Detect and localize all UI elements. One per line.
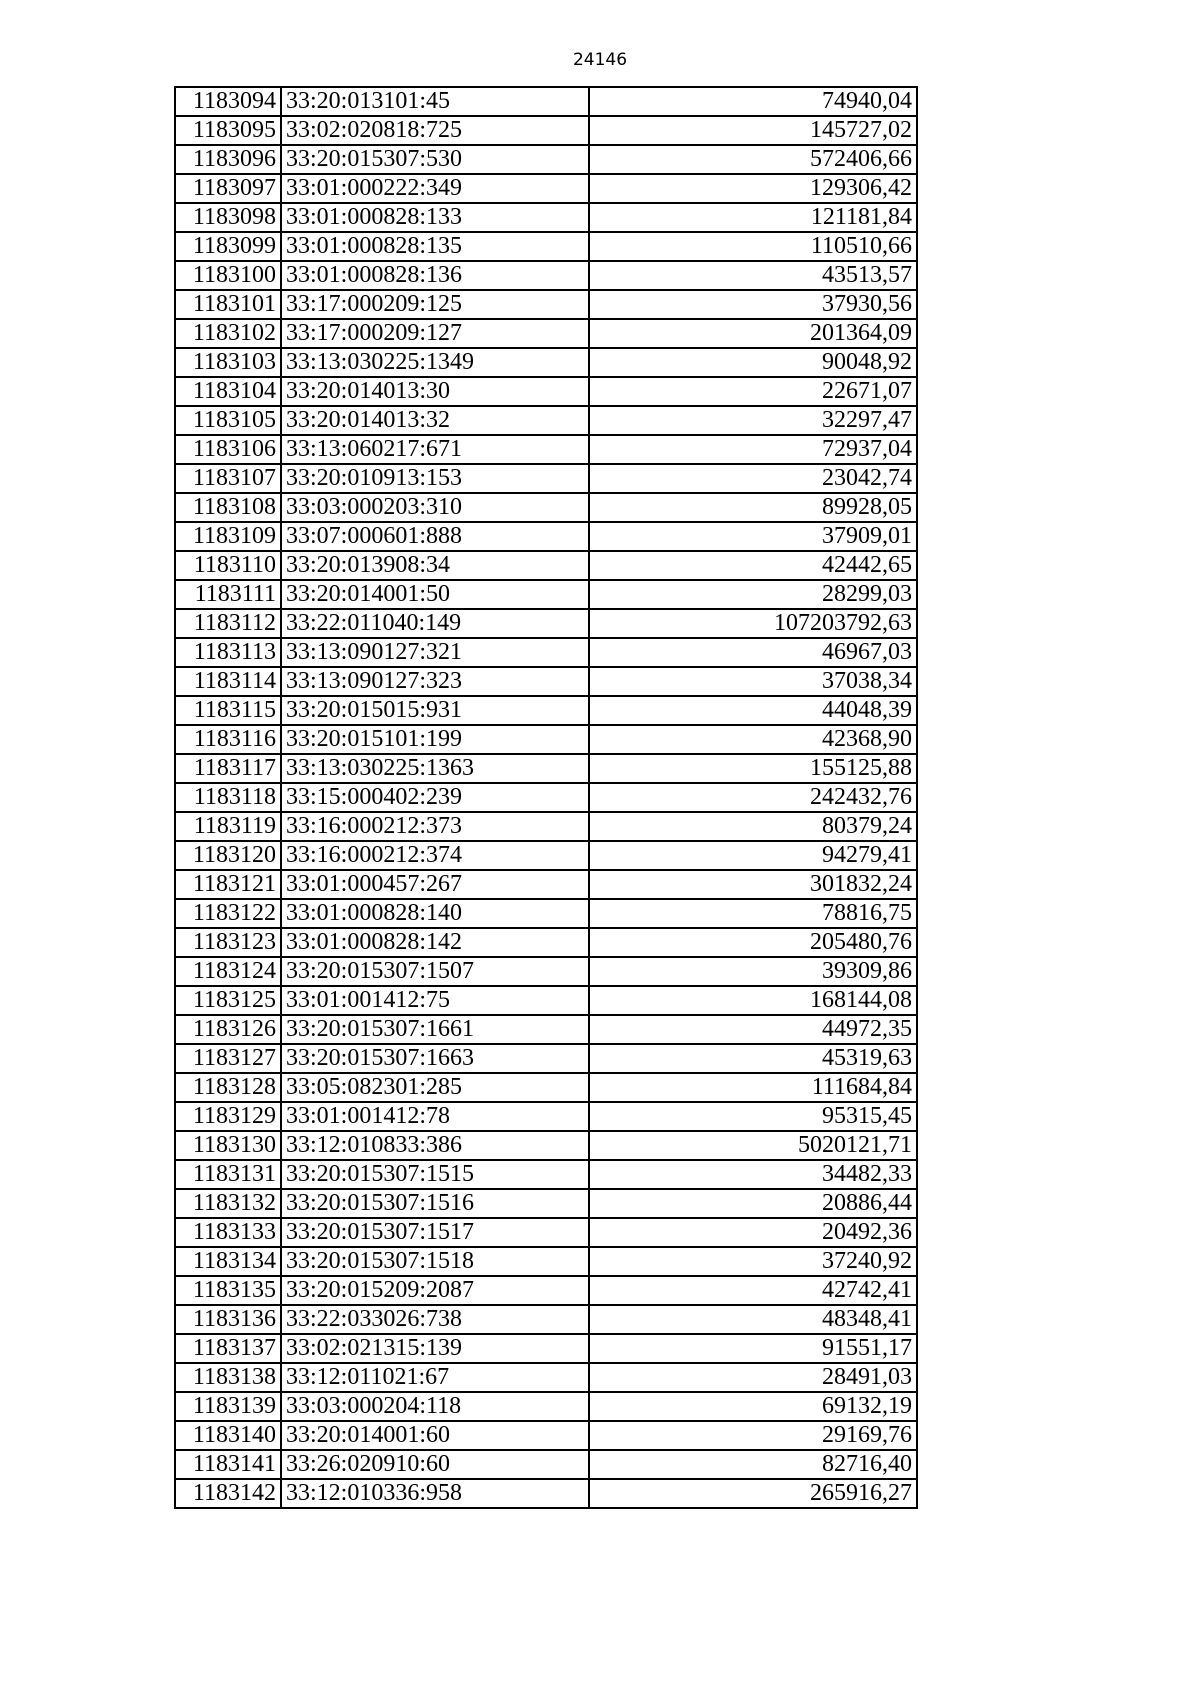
- cadastral-value-cell: 301832,24: [589, 870, 917, 899]
- table-row: [175, 696, 917, 725]
- cadastral-number-cell: 33:03:000203:310: [281, 493, 589, 522]
- table-row: [175, 812, 917, 841]
- cadastral-number-cell: 33:02:020818:725: [281, 116, 589, 145]
- cadastral-value-cell: 572406,66: [589, 145, 917, 174]
- row-id-cell: 1183131: [175, 1160, 281, 1189]
- cadastral-number-cell: 33:12:010833:386: [281, 1131, 589, 1160]
- row-id-cell: 1183116: [175, 725, 281, 754]
- table-row: [175, 754, 917, 783]
- row-id-cell: 1183141: [175, 1450, 281, 1479]
- cadastral-value-cell: 82716,40: [589, 1450, 917, 1479]
- table-row: [175, 1131, 917, 1160]
- table-row: [175, 957, 917, 986]
- cadastral-number-cell: 33:20:015307:1507: [281, 957, 589, 986]
- row-id-cell: 1183140: [175, 1421, 281, 1450]
- row-id-cell: 1183126: [175, 1015, 281, 1044]
- cadastral-value-cell: 90048,92: [589, 348, 917, 377]
- cadastral-value-cell: 48348,41: [589, 1305, 917, 1334]
- cadastral-value-cell: 29169,76: [589, 1421, 917, 1450]
- cadastral-number-cell: 33:20:015101:199: [281, 725, 589, 754]
- page-number: 24146: [572, 50, 628, 70]
- row-id-cell: 1183125: [175, 986, 281, 1015]
- cadastral-value-cell: 20492,36: [589, 1218, 917, 1247]
- cadastral-value-cell: 201364,09: [589, 319, 917, 348]
- cadastral-value-cell: 107203792,63: [589, 609, 917, 638]
- table-row: [175, 1160, 917, 1189]
- cadastral-value-cell: 42742,41: [589, 1276, 917, 1305]
- row-id-cell: 1183123: [175, 928, 281, 957]
- cadastral-number-cell: 33:16:000212:373: [281, 812, 589, 841]
- row-id-cell: 1183102: [175, 319, 281, 348]
- cadastral-number-cell: 33:01:000828:133: [281, 203, 589, 232]
- cadastral-number-cell: 33:13:030225:1349: [281, 348, 589, 377]
- cadastral-number-cell: 33:17:000209:127: [281, 319, 589, 348]
- row-id-cell: 1183098: [175, 203, 281, 232]
- table-row: [175, 435, 917, 464]
- row-id-cell: 1183137: [175, 1334, 281, 1363]
- cadastral-number-cell: 33:20:015307:1515: [281, 1160, 589, 1189]
- cadastral-number-cell: 33:12:011021:67: [281, 1363, 589, 1392]
- cadastral-value-cell: 91551,17: [589, 1334, 917, 1363]
- cadastral-number-cell: 33:12:010336:958: [281, 1479, 589, 1508]
- row-id-cell: 1183107: [175, 464, 281, 493]
- cadastral-number-cell: 33:20:015307:1516: [281, 1189, 589, 1218]
- table-row: [175, 406, 917, 435]
- row-id-cell: 1183129: [175, 1102, 281, 1131]
- cadastral-number-cell: 33:13:090127:321: [281, 638, 589, 667]
- cadastral-number-cell: 33:07:000601:888: [281, 522, 589, 551]
- cadastral-number-cell: 33:01:000828:142: [281, 928, 589, 957]
- cadastral-value-cell: 205480,76: [589, 928, 917, 957]
- cadastral-number-cell: 33:05:082301:285: [281, 1073, 589, 1102]
- cadastral-value-cell: 34482,33: [589, 1160, 917, 1189]
- cadastral-value-cell: 168144,08: [589, 986, 917, 1015]
- table-row: [175, 1247, 917, 1276]
- cadastral-number-cell: 33:20:015307:1661: [281, 1015, 589, 1044]
- cadastral-value-cell: 37909,01: [589, 522, 917, 551]
- cadastral-value-cell: 72937,04: [589, 435, 917, 464]
- cadastral-value-cell: 74940,04: [589, 87, 917, 116]
- table-row: [175, 841, 917, 870]
- table-body: [175, 87, 917, 1508]
- row-id-cell: 1183133: [175, 1218, 281, 1247]
- cadastral-value-cell: 42368,90: [589, 725, 917, 754]
- cadastral-number-cell: 33:20:010913:153: [281, 464, 589, 493]
- cadastral-value-cell: 242432,76: [589, 783, 917, 812]
- cadastral-value-cell: 37038,34: [589, 667, 917, 696]
- table-row: [175, 928, 917, 957]
- cadastral-number-cell: 33:01:000828:135: [281, 232, 589, 261]
- cadastral-value-cell: 44972,35: [589, 1015, 917, 1044]
- row-id-cell: 1183106: [175, 435, 281, 464]
- row-id-cell: 1183111: [175, 580, 281, 609]
- table-row: [175, 1015, 917, 1044]
- row-id-cell: 1183127: [175, 1044, 281, 1073]
- table-row: [175, 348, 917, 377]
- cadastral-value-cell: 265916,27: [589, 1479, 917, 1508]
- row-id-cell: 1183118: [175, 783, 281, 812]
- cadastral-value-cell: 5020121,71: [589, 1131, 917, 1160]
- table-row: [175, 464, 917, 493]
- table-row: [175, 522, 917, 551]
- row-id-cell: 1183115: [175, 696, 281, 725]
- cadastral-number-cell: 33:20:014013:30: [281, 377, 589, 406]
- row-id-cell: 1183128: [175, 1073, 281, 1102]
- table-row: [175, 1334, 917, 1363]
- row-id-cell: 1183113: [175, 638, 281, 667]
- table-row: [175, 725, 917, 754]
- cadastral-value-cell: 95315,45: [589, 1102, 917, 1131]
- cadastral-number-cell: 33:20:014001:60: [281, 1421, 589, 1450]
- cadastral-number-cell: 33:01:000222:349: [281, 174, 589, 203]
- row-id-cell: 1183109: [175, 522, 281, 551]
- cadastral-number-cell: 33:16:000212:374: [281, 841, 589, 870]
- cadastral-number-cell: 33:20:015015:931: [281, 696, 589, 725]
- row-id-cell: 1183105: [175, 406, 281, 435]
- table-row: [175, 145, 917, 174]
- cadastral-number-cell: 33:20:015307:1517: [281, 1218, 589, 1247]
- table-row: [175, 1305, 917, 1334]
- row-id-cell: 1183117: [175, 754, 281, 783]
- row-id-cell: 1183138: [175, 1363, 281, 1392]
- cadastral-value-cell: 80379,24: [589, 812, 917, 841]
- cadastral-number-cell: 33:01:001412:75: [281, 986, 589, 1015]
- cadastral-number-cell: 33:20:013908:34: [281, 551, 589, 580]
- row-id-cell: 1183136: [175, 1305, 281, 1334]
- cadastral-value-cell: 32297,47: [589, 406, 917, 435]
- cadastral-number-cell: 33:20:014013:32: [281, 406, 589, 435]
- table-row: [175, 1479, 917, 1508]
- cadastral-number-cell: 33:20:015307:1663: [281, 1044, 589, 1073]
- cadastral-number-cell: 33:20:015307:530: [281, 145, 589, 174]
- row-id-cell: 1183103: [175, 348, 281, 377]
- row-id-cell: 1183142: [175, 1479, 281, 1508]
- table-row: [175, 319, 917, 348]
- cadastral-value-cell: 69132,19: [589, 1392, 917, 1421]
- row-id-cell: 1183124: [175, 957, 281, 986]
- row-id-cell: 1183094: [175, 87, 281, 116]
- cadastral-value-cell: 155125,88: [589, 754, 917, 783]
- cadastral-value-table: [174, 86, 918, 1509]
- cadastral-number-cell: 33:02:021315:139: [281, 1334, 589, 1363]
- cadastral-number-cell: 33:20:013101:45: [281, 87, 589, 116]
- table-row: [175, 667, 917, 696]
- cadastral-number-cell: 33:20:015209:2087: [281, 1276, 589, 1305]
- cadastral-value-cell: 22671,07: [589, 377, 917, 406]
- row-id-cell: 1183097: [175, 174, 281, 203]
- cadastral-number-cell: 33:22:033026:738: [281, 1305, 589, 1334]
- cadastral-number-cell: 33:15:000402:239: [281, 783, 589, 812]
- row-id-cell: 1183101: [175, 290, 281, 319]
- cadastral-value-cell: 39309,86: [589, 957, 917, 986]
- cadastral-value-cell: 42442,65: [589, 551, 917, 580]
- cadastral-value-cell: 46967,03: [589, 638, 917, 667]
- row-id-cell: 1183112: [175, 609, 281, 638]
- row-id-cell: 1183100: [175, 261, 281, 290]
- row-id-cell: 1183108: [175, 493, 281, 522]
- cadastral-value-cell: 37930,56: [589, 290, 917, 319]
- table-row: [175, 1044, 917, 1073]
- cadastral-value-cell: 111684,84: [589, 1073, 917, 1102]
- cadastral-number-cell: 33:22:011040:149: [281, 609, 589, 638]
- table-row: [175, 986, 917, 1015]
- row-id-cell: 1183096: [175, 145, 281, 174]
- table-row: [175, 261, 917, 290]
- row-id-cell: 1183120: [175, 841, 281, 870]
- cadastral-value-cell: 78816,75: [589, 899, 917, 928]
- cadastral-number-cell: 33:17:000209:125: [281, 290, 589, 319]
- cadastral-number-cell: 33:03:000204:118: [281, 1392, 589, 1421]
- row-id-cell: 1183134: [175, 1247, 281, 1276]
- table-row: [175, 1392, 917, 1421]
- cadastral-value-cell: 28491,03: [589, 1363, 917, 1392]
- cadastral-number-cell: 33:01:000828:136: [281, 261, 589, 290]
- row-id-cell: 1183139: [175, 1392, 281, 1421]
- row-id-cell: 1183122: [175, 899, 281, 928]
- cadastral-number-cell: 33:01:001412:78: [281, 1102, 589, 1131]
- cadastral-value-cell: 145727,02: [589, 116, 917, 145]
- row-id-cell: 1183104: [175, 377, 281, 406]
- row-id-cell: 1183119: [175, 812, 281, 841]
- table-row: [175, 870, 917, 899]
- cadastral-value-cell: 28299,03: [589, 580, 917, 609]
- table-row: [175, 1450, 917, 1479]
- table-row: [175, 377, 917, 406]
- cadastral-value-cell: 20886,44: [589, 1189, 917, 1218]
- cadastral-number-cell: 33:20:015307:1518: [281, 1247, 589, 1276]
- row-id-cell: 1183130: [175, 1131, 281, 1160]
- table-row: [175, 638, 917, 667]
- table-row: [175, 1073, 917, 1102]
- table-row: [175, 1421, 917, 1450]
- cadastral-value-cell: 37240,92: [589, 1247, 917, 1276]
- cadastral-value-cell: 23042,74: [589, 464, 917, 493]
- cadastral-number-cell: 33:01:000828:140: [281, 899, 589, 928]
- cadastral-value-cell: 121181,84: [589, 203, 917, 232]
- cadastral-value-cell: 89928,05: [589, 493, 917, 522]
- row-id-cell: 1183095: [175, 116, 281, 145]
- row-id-cell: 1183121: [175, 870, 281, 899]
- cadastral-number-cell: 33:13:090127:323: [281, 667, 589, 696]
- cadastral-number-cell: 33:26:020910:60: [281, 1450, 589, 1479]
- cadastral-number-cell: 33:01:000457:267: [281, 870, 589, 899]
- cadastral-number-cell: 33:13:060217:671: [281, 435, 589, 464]
- table-row: [175, 783, 917, 812]
- cadastral-number-cell: 33:13:030225:1363: [281, 754, 589, 783]
- table-row: [175, 232, 917, 261]
- table-row: [175, 1189, 917, 1218]
- table-row: [175, 203, 917, 232]
- cadastral-value-cell: 43513,57: [589, 261, 917, 290]
- cadastral-value-cell: 44048,39: [589, 696, 917, 725]
- table-row: [175, 580, 917, 609]
- table-row: [175, 116, 917, 145]
- row-id-cell: 1183135: [175, 1276, 281, 1305]
- table-row: [175, 1218, 917, 1247]
- row-id-cell: 1183114: [175, 667, 281, 696]
- cadastral-value-cell: 129306,42: [589, 174, 917, 203]
- cadastral-value-cell: 94279,41: [589, 841, 917, 870]
- cadastral-number-cell: 33:20:014001:50: [281, 580, 589, 609]
- row-id-cell: 1183132: [175, 1189, 281, 1218]
- cadastral-value-cell: 110510,66: [589, 232, 917, 261]
- table-row: [175, 1276, 917, 1305]
- table-row: [175, 493, 917, 522]
- table-row: [175, 1102, 917, 1131]
- row-id-cell: 1183110: [175, 551, 281, 580]
- table-row: [175, 609, 917, 638]
- table-row: [175, 87, 917, 116]
- row-id-cell: 1183099: [175, 232, 281, 261]
- table-row: [175, 174, 917, 203]
- table-row: [175, 899, 917, 928]
- table-row: [175, 551, 917, 580]
- table-row: [175, 1363, 917, 1392]
- cadastral-value-cell: 45319,63: [589, 1044, 917, 1073]
- table-row: [175, 290, 917, 319]
